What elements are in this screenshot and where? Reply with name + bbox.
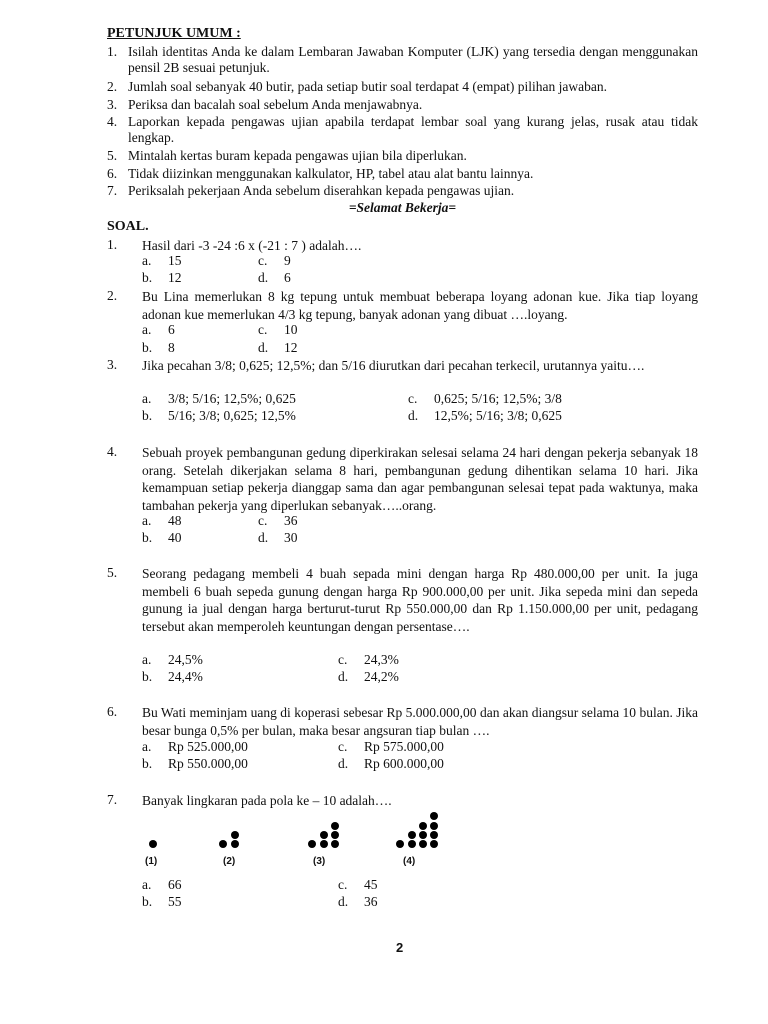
pattern-dot [419,822,427,830]
pattern-dot [419,831,427,839]
option-c: c. 0,625; 5/16; 12,5%; 3/8 [408,391,562,406]
question-text: Hasil dari -3 -24 :6 x (-21 : 7 ) adalah…. [142,238,362,253]
option-a: a. 3/8; 5/16; 12,5%; 0,625 [142,391,296,406]
pattern-dot [219,840,227,848]
instruction-number: 3. [107,97,118,112]
question-number: 5. [107,565,118,580]
question-number: 2. [107,288,118,303]
option-c: c. 36 [258,513,298,528]
option-d: d. 24,2% [338,669,399,684]
instruction-text: Laporkan kepada pengawas ujian apabila terdapat lembar soal yang kurang jelas, rusak atau tidak lengkap. [128,114,698,145]
option-d: d. 12 [258,340,298,355]
pattern-dot [149,840,157,848]
instruction-number: 4. [107,114,118,129]
instruction-text: Isilah identitas Anda ke dalam Lembaran Jawaban Komputer (LJK) yang tersedia dengan menggunakan pensil 2B sesuai petunjuk. [128,44,698,75]
closing-greeting: =Selamat Bekerja= [348,200,457,215]
pattern-label: (3) [313,856,326,867]
question-text: Seorang pedagang membeli 4 buah sepada mini dengan harga Rp 480.000,00 per unit. Ia juga membeli 6 buah sepeda gunung dengan harga Rp 900.000,00 per unit. Jika sepeda mini dan sepeda gunung ia jual dengan harga berturut-turut Rp 550.000,00 dan Rp 1.150.000,00 per unit, pedagang tersebut akan memperoleh keuntungan dengan persentase…. [142,566,698,634]
option-b: b. 55 [142,894,182,909]
option-a: a. 15 [142,253,182,268]
pattern-dot [430,812,438,820]
pattern-dot [430,822,438,830]
instruction-text: Periksalah pekerjaan Anda sebelum diserahkan kepada pengawas ujian. [128,183,515,198]
option-b: b. 5/16; 3/8; 0,625; 12,5% [142,408,296,423]
pattern-label: (1) [145,856,158,867]
pattern-dot [320,840,328,848]
question-number: 1. [107,237,118,252]
question-text: Banyak lingkaran pada pola ke – 10 adalah…. [142,793,392,808]
question-text: Jika pecahan 3/8; 0,625; 12,5%; dan 5/16 diurutkan dari pecahan terkecil, urutannya yaitu…. [142,358,645,373]
option-b: b. 24,4% [142,669,203,684]
question-number: 6. [107,704,118,719]
instruction-number: 2. [107,79,118,94]
pattern-dot [320,831,328,839]
option-a: a. 6 [142,322,175,337]
question-text: Bu Wati meminjam uang di koperasi sebesar Rp 5.000.000,00 dan akan diangsur selama 10 bulan. Jika besar bunga 0,5% per bulan, maka besar angsuran tiap bulan …. [142,705,698,738]
pattern-dot [408,840,416,848]
option-d: d. 30 [258,530,298,545]
pattern-dot [408,831,416,839]
option-a: a. 48 [142,513,182,528]
question-number: 3. [107,357,118,372]
option-d: d. 6 [258,270,291,285]
option-d: d. 12,5%; 5/16; 3/8; 0,625 [408,408,562,423]
pattern-dot [331,822,339,830]
pattern-dot [430,840,438,848]
pattern-dot [331,831,339,839]
instruction-text: Jumlah soal sebanyak 40 butir, pada setiap butir soal terdapat 4 (empat) pilihan jawaban. [128,79,607,94]
question-number: 7. [107,792,118,807]
pattern-dot [419,840,427,848]
pattern-label: (4) [403,856,416,867]
question-number: 4. [107,444,118,459]
option-b: b. Rp 550.000,00 [142,756,248,771]
instruction-number: 7. [107,183,118,198]
soal-heading: SOAL. [107,219,149,234]
question-text: Sebuah proyek pembangunan gedung diperkirakan selesai selama 24 hari dengan pekerja sebanyak 18 orang. Setelah dikerjakan selama 8 hari, pembangunan gedung dihentikan selama 10 hari. Jika kemampuan setiap pekerja dianggap sama dan agar pembangunan selesai tepat pada waktunya, maka tambahan pekerja yang diperlukan sebanyak…..orang. [142,445,698,513]
instruction-number: 5. [107,148,118,163]
pattern-label: (2) [223,856,236,867]
option-a: a. 66 [142,877,182,892]
instruction-number: 6. [107,166,118,181]
option-c: c. 10 [258,322,298,337]
pattern-dot [396,840,404,848]
pattern-dot [308,840,316,848]
option-d: d. 36 [338,894,378,909]
option-c: c. 45 [338,877,378,892]
option-a: a. 24,5% [142,652,203,667]
option-b: b. 8 [142,340,175,355]
question-text: Bu Lina memerlukan 8 kg tepung untuk membuat beberapa loyang adonan kue. Jika tiap loyang adonan kue memerlukan 4/3 kg tepung, banyak adonan yang dibuat ….loyang. [142,289,698,322]
option-c: c. Rp 575.000,00 [338,739,444,754]
pattern-dot [231,840,239,848]
option-b: b. 40 [142,530,182,545]
pattern-dot [231,831,239,839]
option-c: c. 9 [258,253,291,268]
instruction-text: Tidak diizinkan menggunakan kalkulator, HP, tabel atau alat bantu lainnya. [128,166,534,181]
pattern-dot [430,831,438,839]
page-number: 2 [396,940,404,955]
instructions-heading: PETUNJUK UMUM : [107,26,241,41]
instruction-text: Mintalah kertas buram kepada pengawas ujian bila diperlukan. [128,148,467,163]
option-b: b. 12 [142,270,182,285]
option-a: a. Rp 525.000,00 [142,739,248,754]
option-d: d. Rp 600.000,00 [338,756,444,771]
pattern-dot [331,840,339,848]
instruction-text: Periksa dan bacalah soal sebelum Anda menjawabnya. [128,97,423,112]
instruction-number: 1. [107,44,118,59]
option-c: c. 24,3% [338,652,399,667]
